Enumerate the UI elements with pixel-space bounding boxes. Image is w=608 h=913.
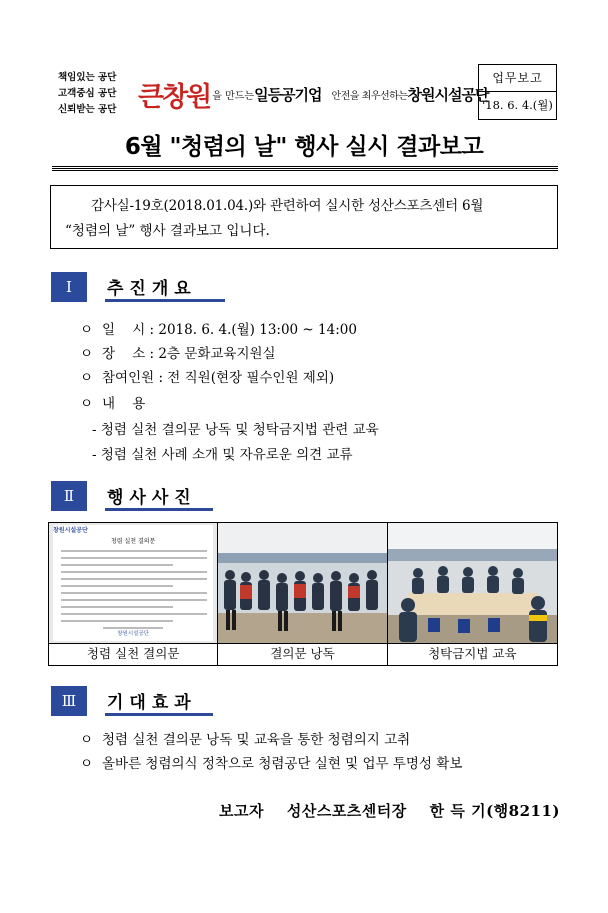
list-item-text: 내 용 <box>102 396 146 412</box>
list-item-text: 청렴 실천 결의문 낭독 및 교육을 통한 청렴의지 고취 <box>102 732 411 748</box>
title-divider <box>52 166 558 171</box>
brand-small-text: 안전을 최우선하는 <box>331 90 408 102</box>
section-title: 행사사진 <box>105 481 213 511</box>
section-title: 추진개요 <box>105 272 225 302</box>
bullet-circle: ㅇ <box>80 322 94 338</box>
section-header-expected-effects <box>51 686 213 716</box>
list-item <box>80 752 462 772</box>
bullet-circle: ㅇ <box>80 732 94 748</box>
section-number: Ⅱ <box>51 481 87 511</box>
section-title: 기대효과 <box>105 686 213 716</box>
meeting-photo-scene <box>388 523 557 643</box>
list-item-text: 올바른 청렴의식 정착으로 청렴공단 실현 및 업무 투명성 확보 <box>102 756 463 772</box>
section-number: Ⅰ <box>51 272 87 302</box>
list-item <box>80 392 145 412</box>
brand-strong-text: 일등공기업 <box>254 85 322 104</box>
reporter-signature: 보고자 성산스포츠센터장 한 득 기(행8211) <box>218 802 560 820</box>
doc-footer: 창원시설공단 <box>117 631 150 638</box>
organization-name: 창원시설공단 <box>407 85 489 104</box>
slogan-line: 신뢰받는 공단 <box>58 104 117 115</box>
list-item-text: 참여인원 : 전 직원(현장 필수인원 제외) <box>102 370 335 386</box>
sub-list-item: - 청렴 실천 사례 소개 및 자유로운 의견 교류 <box>92 447 353 463</box>
list-item <box>80 366 334 386</box>
report-box <box>478 64 557 120</box>
reading-resolution-photo <box>218 523 387 643</box>
slogan-block <box>58 70 150 118</box>
photo-caption: 청렴 실천 결의문 <box>49 644 218 665</box>
section-header-overview <box>51 272 225 302</box>
slogan-line: 고객중심 공단 <box>58 88 117 99</box>
section-number: Ⅲ <box>51 686 87 716</box>
list-item-text: 장 소 : 2층 문화교육지원실 <box>102 346 276 362</box>
brand-mid-text: 을 만드는 <box>212 90 255 102</box>
report-date: '18. 6. 4.(월) <box>482 98 553 112</box>
bullet-circle: ㅇ <box>80 396 94 412</box>
sub-list-item: - 청렴 실천 결의문 낭독 및 청탁금지법 관련 교육 <box>92 422 379 438</box>
doc-header: 창원시설공단 <box>53 527 88 534</box>
resolution-document-photo <box>49 523 218 643</box>
summary-line: “청렴의 날” 행사 결과보고 입니다. <box>65 223 270 239</box>
photo-table <box>48 522 558 666</box>
section-header-photos <box>51 481 213 511</box>
bullet-circle: ㅇ <box>80 346 94 362</box>
report-label: 업무보고 <box>479 65 556 92</box>
photo-caption: 청탁금지법 교육 <box>428 646 517 662</box>
doc-title: 청렴 실천 결의문 <box>110 538 156 545</box>
group-photo-scene <box>218 523 387 643</box>
brand-slogan <box>138 70 488 118</box>
brand-logo-text: 큰창원 <box>138 81 211 113</box>
education-photo <box>388 523 557 643</box>
list-item <box>80 342 276 362</box>
bullet-circle: ㅇ <box>80 370 94 386</box>
bullet-circle: ㅇ <box>80 756 94 772</box>
page-title: 6월 "청렴의 날" 행사 실시 결과보고 <box>124 134 484 160</box>
list-item <box>80 728 410 748</box>
summary-box <box>50 185 558 249</box>
slogan-line: 책임있는 공단 <box>58 72 117 83</box>
list-item-text: 일 시 : 2018. 6. 4.(월) 13:00 ~ 14:00 <box>102 322 357 338</box>
summary-line: 감사실-19호(2018.01.04.)와 관련하여 실시한 성산스포츠센터 6월 <box>91 198 484 214</box>
list-item <box>80 318 357 338</box>
photo-caption: 결의문 낭독 <box>218 644 387 665</box>
